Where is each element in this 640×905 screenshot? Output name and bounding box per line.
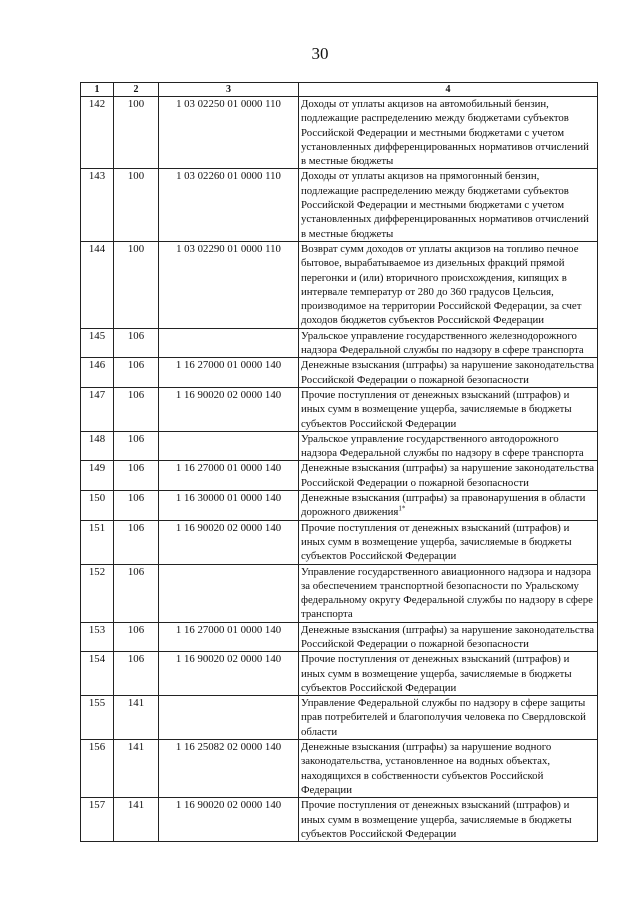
page-number: 30 bbox=[311, 44, 329, 63]
budget-code-cell-text: 1 16 27000 01 0000 140 bbox=[175, 462, 282, 475]
row-number-cell bbox=[81, 520, 114, 564]
row-number-cell-text: 145 bbox=[88, 329, 106, 342]
revenue-table bbox=[80, 82, 598, 842]
revenue-name-cell bbox=[299, 169, 598, 241]
row-number-cell-text: 157 bbox=[88, 799, 106, 812]
revenue-name-cell-text: Уральское управление государственного автодорожного надзора Федеральной службы по надзору в сфере транспорта bbox=[301, 432, 584, 460]
budget-code-cell bbox=[159, 622, 299, 652]
admin-code-cell bbox=[114, 358, 159, 388]
budget-code-cell bbox=[159, 461, 299, 491]
admin-code-cell-text: 106 bbox=[127, 623, 145, 636]
budget-code-cell bbox=[159, 491, 299, 521]
footnote-marker: 1* bbox=[398, 504, 406, 513]
revenue-name-cell bbox=[299, 520, 598, 564]
revenue-name-cell-text: Прочие поступления от денежных взысканий (штрафов) и иных сумм в возмещение ущерба, зачисляемые в бюджеты субъектов Российской Федерации bbox=[301, 521, 572, 563]
admin-code-cell bbox=[114, 328, 159, 358]
row-number-cell-text: 143 bbox=[88, 170, 106, 183]
row-number-cell bbox=[81, 798, 114, 842]
admin-code-cell-text: 141 bbox=[127, 741, 145, 754]
table-row bbox=[81, 97, 598, 169]
revenue-name-cell bbox=[299, 798, 598, 842]
row-number-cell-text: 154 bbox=[88, 653, 106, 666]
revenue-name-cell-text: Прочие поступления от денежных взысканий (штрафов) и иных сумм в возмещение ущерба, зачисляемые в бюджеты субъектов Российской Федерации bbox=[301, 388, 572, 430]
admin-code-cell-text: 106 bbox=[127, 359, 145, 372]
revenue-name-cell bbox=[299, 491, 598, 521]
budget-code-cell-text: 1 16 90020 02 0000 140 bbox=[175, 521, 282, 534]
admin-code-cell bbox=[114, 798, 159, 842]
revenue-name-cell bbox=[299, 461, 598, 491]
revenue-name-cell bbox=[299, 740, 598, 798]
budget-code-cell bbox=[159, 798, 299, 842]
admin-code-cell-text: 106 bbox=[127, 329, 145, 342]
budget-code-cell-text: 1 16 90020 02 0000 140 bbox=[175, 653, 282, 666]
admin-code-cell-text: 100 bbox=[127, 170, 145, 183]
budget-code-cell bbox=[159, 328, 299, 358]
revenue-name-cell-text: Доходы от уплаты акцизов на автомобильный бензин, подлежащие распределению между бюджетами субъектов Российской Федерации и местными бюджетами с учетом установленных дифференцированных нормативов отчислений в местные бюджеты bbox=[301, 98, 589, 168]
budget-code-cell-text: 1 16 90020 02 0000 140 bbox=[175, 799, 282, 812]
budget-code-cell bbox=[159, 387, 299, 431]
column-header-2: 2 bbox=[114, 83, 159, 97]
admin-code-cell-text: 141 bbox=[127, 697, 145, 710]
admin-code-cell bbox=[114, 387, 159, 431]
admin-code-cell bbox=[114, 520, 159, 564]
admin-code-cell bbox=[114, 169, 159, 241]
admin-code-cell-text: 100 bbox=[127, 242, 145, 255]
budget-code-cell-text: 1 16 90020 02 0000 140 bbox=[175, 388, 282, 401]
row-number-cell-text: 156 bbox=[88, 741, 106, 754]
table-row bbox=[81, 358, 598, 388]
admin-code-cell bbox=[114, 491, 159, 521]
row-number-cell bbox=[81, 740, 114, 798]
row-number-cell-text: 142 bbox=[88, 98, 106, 110]
table-row bbox=[81, 241, 598, 328]
admin-code-cell-text: 106 bbox=[127, 565, 145, 578]
table-row bbox=[81, 520, 598, 564]
table-row bbox=[81, 564, 598, 622]
row-number-cell bbox=[81, 358, 114, 388]
admin-code-cell bbox=[114, 461, 159, 491]
table-row bbox=[81, 431, 598, 461]
admin-code-cell-text: 106 bbox=[127, 462, 145, 475]
revenue-name-cell-text: Денежные взыскания (штрафы) за нарушение законодательства Российской Федерации о пожарной безопасности bbox=[301, 623, 595, 650]
admin-code-cell bbox=[114, 652, 159, 696]
revenue-name-cell-text: Управление Федеральной службы по надзору в сфере защиты прав потребителей и благополучия человека по Свердловской области bbox=[301, 697, 586, 738]
row-number-cell bbox=[81, 564, 114, 622]
revenue-name-cell bbox=[299, 97, 598, 169]
budget-code-cell-text: 1 16 30000 01 0000 140 bbox=[175, 492, 282, 505]
row-number-cell-text: 153 bbox=[88, 623, 106, 636]
revenue-name-cell-text: Доходы от уплаты акцизов на прямогонный бензин, подлежащие распределению между бюджетами субъектов Российской Федерации и местными бюджетами с учетом установленных дифференцированных нормативов отчислений в местные бюджеты bbox=[301, 170, 589, 240]
admin-code-cell-text: 141 bbox=[127, 799, 145, 812]
table-header-row bbox=[81, 83, 598, 97]
table-row bbox=[81, 622, 598, 652]
row-number-cell-text: 147 bbox=[88, 388, 106, 401]
budget-code-cell bbox=[159, 740, 299, 798]
table-row bbox=[81, 798, 598, 842]
row-number-cell bbox=[81, 328, 114, 358]
admin-code-cell-text: 106 bbox=[127, 492, 145, 505]
revenue-name-cell-text: Возврат сумм доходов от уплаты акцизов на топливо печное бытовое, вырабатываемое из дизельных фракций прямой перегонки и (или) вторичного происхождения, кипящих в интервале температур от 280 до 360 градусов Цельсия, производимое на территории Российской Федерации, за счет доходов бюджетов субъектов Российской Федерации bbox=[301, 242, 582, 327]
admin-code-cell-text: 100 bbox=[127, 98, 145, 110]
column-header-3: 3 bbox=[159, 83, 299, 97]
revenue-name-cell-text: Денежные взыскания (штрафы) за правонарушения в области дорожного движения bbox=[301, 492, 586, 519]
row-number-cell bbox=[81, 97, 114, 169]
revenue-name-cell-text: Денежные взыскания (штрафы) за нарушение законодательства Российской Федерации о пожарной безопасности bbox=[301, 462, 595, 489]
revenue-name-cell-text: Управление государственного авиационного надзора и надзора за обеспечением транспортной безопасности по Уральскому федеральному округу Федеральной службы по надзору в сфере транспорта bbox=[301, 565, 593, 621]
table-row bbox=[81, 740, 598, 798]
revenue-name-cell-text: Прочие поступления от денежных взысканий (штрафов) и иных сумм в возмещение ущерба, зачисляемые в бюджеты субъектов Российской Федерации bbox=[301, 653, 572, 694]
budget-code-cell bbox=[159, 696, 299, 740]
revenue-name-cell-text: Уральское управление государственного железнодорожного надзора Федеральной службы по надзору в сфере транспорта bbox=[301, 329, 584, 357]
table-row bbox=[81, 328, 598, 358]
revenue-name-cell bbox=[299, 431, 598, 461]
table-row bbox=[81, 491, 598, 521]
budget-code-cell-text: 1 16 27000 01 0000 140 bbox=[175, 359, 282, 372]
table-row bbox=[81, 696, 598, 740]
admin-code-cell bbox=[114, 241, 159, 328]
table-row bbox=[81, 387, 598, 431]
budget-code-cell-text: 1 03 02260 01 0000 110 bbox=[176, 170, 281, 183]
revenue-name-cell bbox=[299, 241, 598, 328]
budget-code-cell-text: 1 03 02250 01 0000 110 bbox=[176, 98, 281, 110]
admin-code-cell bbox=[114, 564, 159, 622]
budget-code-cell-text: 1 16 27000 01 0000 140 bbox=[175, 623, 282, 636]
admin-code-cell-text: 106 bbox=[127, 388, 145, 401]
admin-code-cell bbox=[114, 696, 159, 740]
admin-code-cell bbox=[114, 431, 159, 461]
admin-code-cell bbox=[114, 622, 159, 652]
column-header-1: 1 bbox=[81, 83, 114, 97]
budget-code-cell bbox=[159, 169, 299, 241]
row-number-cell bbox=[81, 491, 114, 521]
revenue-name-cell bbox=[299, 564, 598, 622]
budget-code-cell bbox=[159, 431, 299, 461]
revenue-name-cell bbox=[299, 622, 598, 652]
budget-code-cell-text: 1 16 25082 02 0000 140 bbox=[175, 741, 282, 754]
column-header-4: 4 bbox=[299, 83, 598, 97]
revenue-name-cell bbox=[299, 652, 598, 696]
row-number-cell-text: 155 bbox=[88, 697, 106, 710]
row-number-cell bbox=[81, 696, 114, 740]
admin-code-cell bbox=[114, 740, 159, 798]
table-row bbox=[81, 461, 598, 491]
budget-code-cell bbox=[159, 564, 299, 622]
row-number-cell bbox=[81, 461, 114, 491]
revenue-name-cell-text: Денежные взыскания (штрафы) за нарушение законодательства Российской Федерации о пожарной безопасности bbox=[301, 359, 595, 386]
revenue-name-cell bbox=[299, 358, 598, 388]
budget-code-cell bbox=[159, 97, 299, 169]
revenue-name-cell bbox=[299, 328, 598, 358]
row-number-cell bbox=[81, 241, 114, 328]
revenue-name-cell-text: Прочие поступления от денежных взысканий (штрафов) и иных сумм в возмещение ущерба, зачисляемые в бюджеты субъектов Российской Федерации bbox=[301, 799, 572, 840]
budget-code-cell bbox=[159, 358, 299, 388]
revenue-name-cell-text: Денежные взыскания (штрафы) за нарушение водного законодательства, установленное на водных объектах, находящихся в собственности субъектов Российской Федерации bbox=[301, 741, 552, 796]
admin-code-cell-text: 106 bbox=[127, 432, 145, 445]
row-number-cell bbox=[81, 431, 114, 461]
table-row bbox=[81, 169, 598, 241]
budget-code-cell-text: 1 03 02290 01 0000 110 bbox=[176, 242, 281, 255]
row-number-cell bbox=[81, 169, 114, 241]
row-number-cell-text: 150 bbox=[88, 492, 106, 505]
row-number-cell-text: 151 bbox=[88, 521, 106, 534]
admin-code-cell-text: 106 bbox=[127, 521, 145, 534]
row-number-cell-text: 144 bbox=[88, 242, 106, 255]
row-number-cell bbox=[81, 652, 114, 696]
revenue-name-cell bbox=[299, 387, 598, 431]
admin-code-cell-text: 106 bbox=[127, 653, 145, 666]
admin-code-cell bbox=[114, 97, 159, 169]
budget-code-cell bbox=[159, 241, 299, 328]
row-number-cell-text: 148 bbox=[88, 432, 106, 445]
row-number-cell-text: 149 bbox=[88, 462, 106, 475]
table-body bbox=[81, 97, 598, 842]
row-number-cell-text: 152 bbox=[88, 565, 106, 578]
table-row bbox=[81, 652, 598, 696]
row-number-cell-text: 146 bbox=[88, 359, 106, 372]
revenue-name-cell bbox=[299, 696, 598, 740]
row-number-cell bbox=[81, 387, 114, 431]
budget-code-cell bbox=[159, 652, 299, 696]
row-number-cell bbox=[81, 622, 114, 652]
budget-code-cell bbox=[159, 520, 299, 564]
